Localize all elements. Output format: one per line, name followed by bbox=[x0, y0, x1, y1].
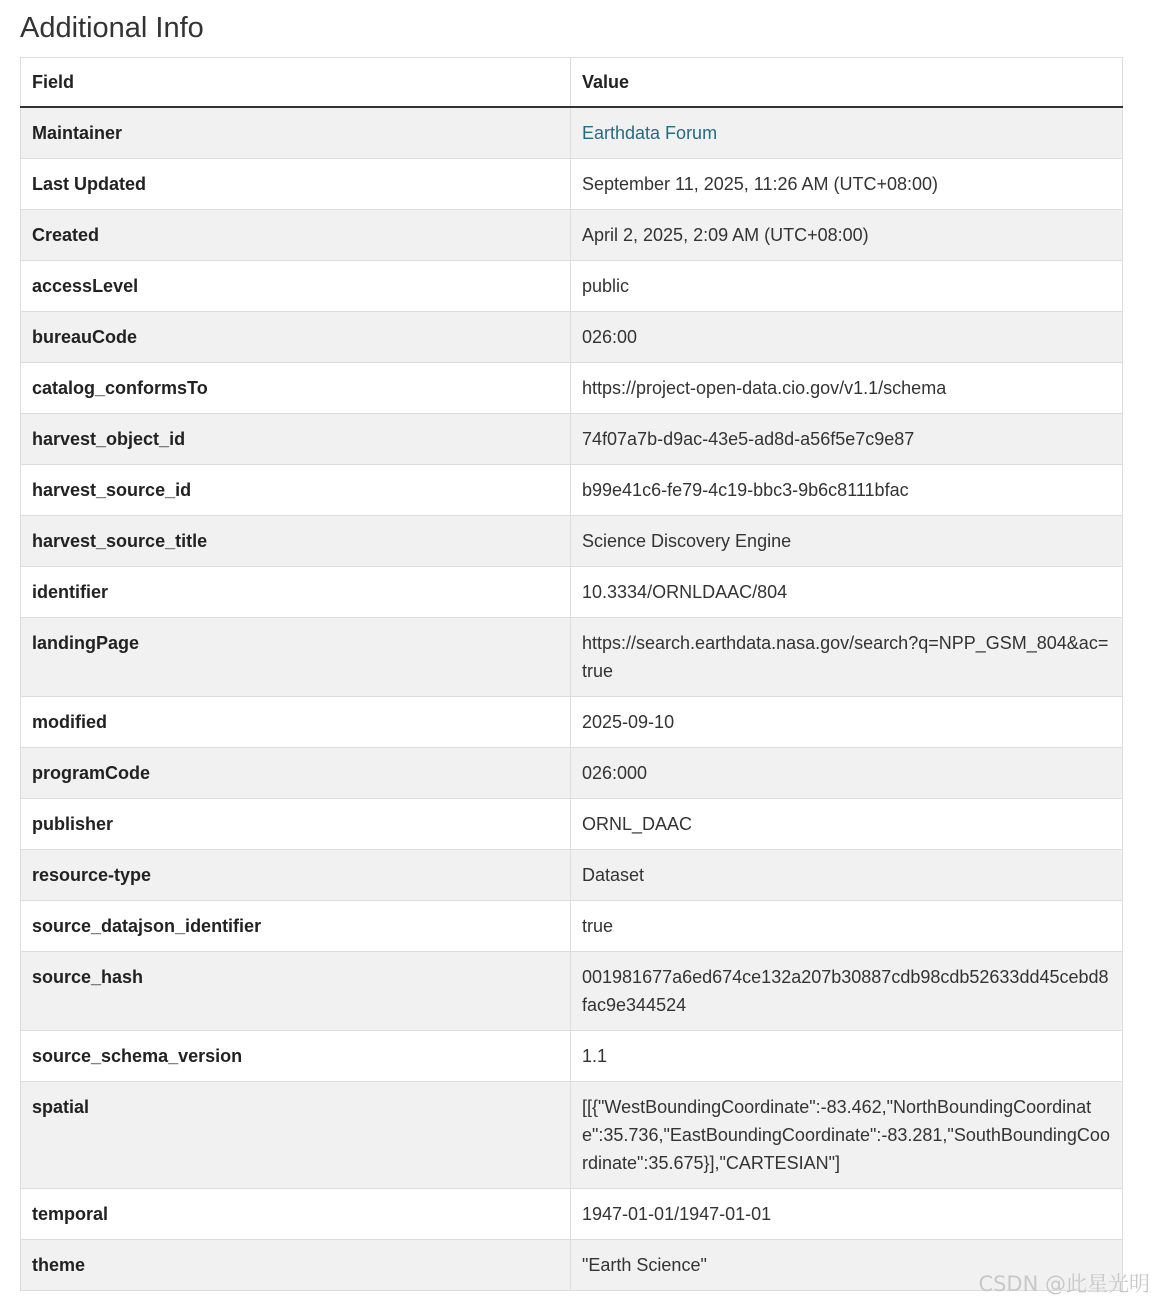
table-row bbox=[21, 696, 1123, 747]
table-row bbox=[21, 158, 1123, 209]
table-row bbox=[21, 1239, 1123, 1290]
table-row bbox=[21, 464, 1123, 515]
field-value: b99e41c6-fe79-4c19-bbc3-9b6c8111bfac bbox=[571, 464, 1123, 515]
table-row bbox=[21, 1030, 1123, 1081]
table-row bbox=[21, 362, 1123, 413]
field-value: Dataset bbox=[571, 849, 1123, 900]
field-name: harvest_object_id bbox=[21, 413, 571, 464]
field-name: Last Updated bbox=[21, 158, 571, 209]
field-value: Science Discovery Engine bbox=[571, 515, 1123, 566]
field-name: landingPage bbox=[21, 617, 571, 696]
field-name: programCode bbox=[21, 747, 571, 798]
field-value bbox=[571, 107, 1123, 159]
table-row bbox=[21, 209, 1123, 260]
table-row bbox=[21, 951, 1123, 1030]
field-value: https://project-open-data.cio.gov/v1.1/schema bbox=[571, 362, 1123, 413]
field-name: resource-type bbox=[21, 849, 571, 900]
additional-info-table bbox=[20, 57, 1123, 1291]
field-name: temporal bbox=[21, 1188, 571, 1239]
field-name: Created bbox=[21, 209, 571, 260]
field-name: harvest_source_id bbox=[21, 464, 571, 515]
field-name: spatial bbox=[21, 1081, 571, 1188]
field-value: 10.3334/ORNLDAAC/804 bbox=[571, 566, 1123, 617]
field-value: "Earth Science" bbox=[571, 1239, 1123, 1290]
field-name: source_schema_version bbox=[21, 1030, 571, 1081]
table-row bbox=[21, 617, 1123, 696]
field-value: 001981677a6ed674ce132a207b30887cdb98cdb52633dd45cebd8fac9e344524 bbox=[571, 951, 1123, 1030]
field-value: 026:000 bbox=[571, 747, 1123, 798]
field-name: catalog_conformsTo bbox=[21, 362, 571, 413]
column-header-value: Value bbox=[571, 58, 1123, 107]
section-title: Additional Info bbox=[20, 12, 204, 44]
field-name: identifier bbox=[21, 566, 571, 617]
field-name: bureauCode bbox=[21, 311, 571, 362]
table-row bbox=[21, 1081, 1123, 1188]
maintainer-link[interactable]: Earthdata Forum bbox=[582, 122, 718, 143]
table-row bbox=[21, 107, 1123, 159]
field-value: September 11, 2025, 11:26 AM (UTC+08:00) bbox=[571, 158, 1123, 209]
table-header-row bbox=[21, 58, 1123, 107]
field-value: [[{"WestBoundingCoordinate":-83.462,"NorthBoundingCoordinate":35.736,"EastBoundingCoordinate":-83.281,"SouthBoundingCoordinate":35.675}],"CARTESIAN"] bbox=[571, 1081, 1123, 1188]
table-row bbox=[21, 849, 1123, 900]
column-header-field: Field bbox=[21, 58, 571, 107]
table-row bbox=[21, 566, 1123, 617]
table-row bbox=[21, 1188, 1123, 1239]
table-row bbox=[21, 260, 1123, 311]
table-row bbox=[21, 413, 1123, 464]
field-value: ORNL_DAAC bbox=[571, 798, 1123, 849]
table-row bbox=[21, 311, 1123, 362]
table-row bbox=[21, 515, 1123, 566]
field-value: 1947-01-01/1947-01-01 bbox=[571, 1188, 1123, 1239]
field-value: 2025-09-10 bbox=[571, 696, 1123, 747]
field-name: source_datajson_identifier bbox=[21, 900, 571, 951]
field-value: 1.1 bbox=[571, 1030, 1123, 1081]
field-value: April 2, 2025, 2:09 AM (UTC+08:00) bbox=[571, 209, 1123, 260]
field-value: true bbox=[571, 900, 1123, 951]
watermark: CSDN @此星光明 bbox=[978, 1272, 1150, 1296]
field-name: modified bbox=[21, 696, 571, 747]
field-value: 026:00 bbox=[571, 311, 1123, 362]
field-name: source_hash bbox=[21, 951, 571, 1030]
field-name: Maintainer bbox=[21, 107, 571, 159]
field-name: harvest_source_title bbox=[21, 515, 571, 566]
field-name: publisher bbox=[21, 798, 571, 849]
field-value: public bbox=[571, 260, 1123, 311]
table-row bbox=[21, 900, 1123, 951]
field-name: accessLevel bbox=[21, 260, 571, 311]
field-value: 74f07a7b-d9ac-43e5-ad8d-a56f5e7c9e87 bbox=[571, 413, 1123, 464]
field-name: theme bbox=[21, 1239, 571, 1290]
field-value: https://search.earthdata.nasa.gov/search?q=NPP_GSM_804&ac=true bbox=[571, 617, 1123, 696]
table-row bbox=[21, 798, 1123, 849]
table-body bbox=[21, 107, 1123, 1291]
table-row bbox=[21, 747, 1123, 798]
